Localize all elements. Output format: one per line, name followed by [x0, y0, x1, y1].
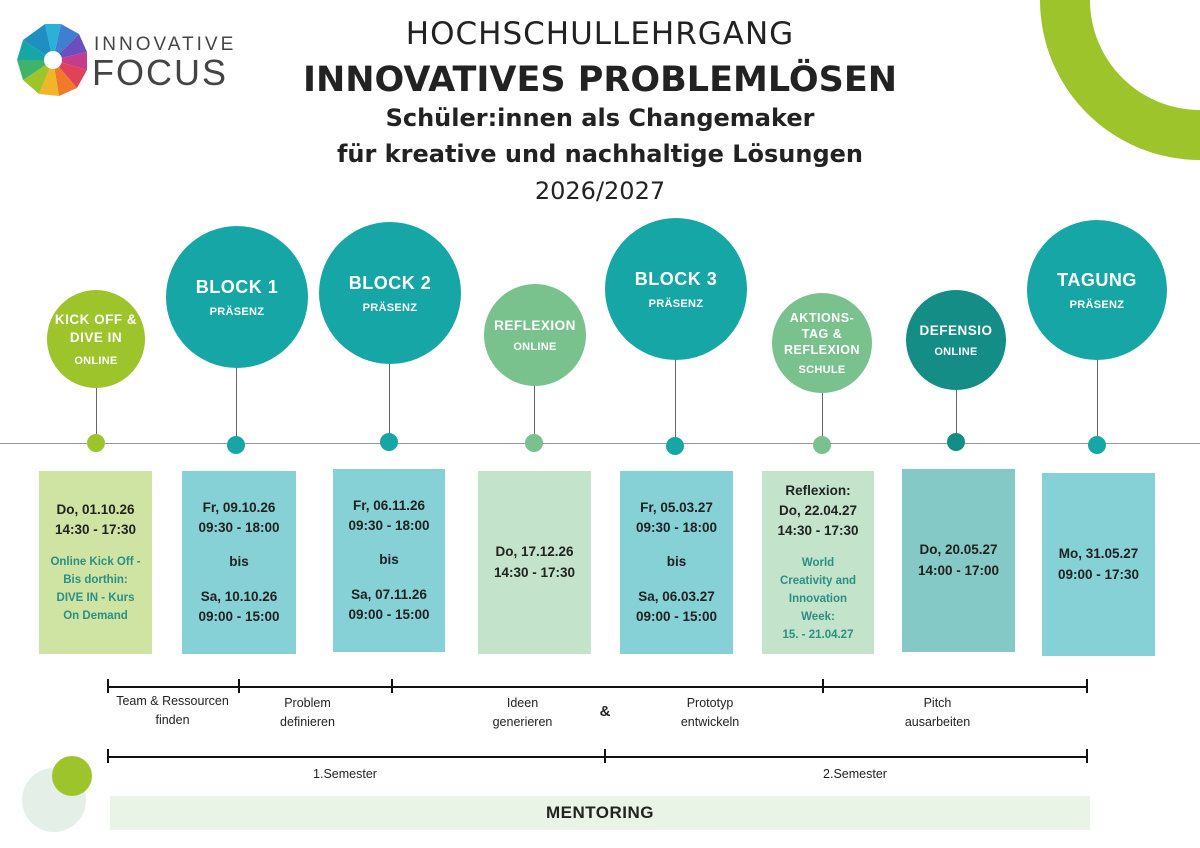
- event-circle-kickoff: [47, 290, 145, 388]
- semester-tick: [604, 749, 606, 763]
- bis-label: bis: [379, 552, 399, 568]
- event-title: BLOCK 3: [634, 269, 718, 290]
- semester-label-1: 1.Semester: [313, 767, 377, 781]
- event-circle-block3: [605, 218, 747, 360]
- timeline-dot: [227, 436, 245, 454]
- event-circle-block1: [166, 226, 308, 368]
- event-sub: PRÄSENZ: [1069, 298, 1125, 311]
- event-sub: PRÄSENZ: [209, 305, 265, 318]
- date-box-aktionstag: [762, 471, 874, 654]
- event-circle-block2: [319, 222, 461, 364]
- event-sub: PRÄSENZ: [362, 301, 418, 314]
- phase-bar: [107, 686, 1088, 688]
- date-line: Sa, 10.10.26: [200, 588, 278, 604]
- event-sub: ONLINE: [74, 354, 118, 367]
- time-line: 09:30 - 18:00: [348, 518, 430, 534]
- timeline-dot: [666, 437, 684, 455]
- time-line: 09:30 - 18:00: [198, 520, 280, 536]
- date-line: Reflexion:: [785, 482, 851, 498]
- event-sub: SCHULE: [798, 364, 846, 377]
- date-line: Do, 01.10.26: [56, 501, 135, 517]
- note-line: DIVE IN - Kurs: [56, 591, 135, 604]
- time-line: 09:00 - 15:00: [635, 608, 718, 624]
- event-sub: ONLINE: [513, 340, 557, 353]
- phase-ampersand: &: [599, 703, 611, 720]
- timeline-dot: [947, 433, 965, 451]
- event-sub: PRÄSENZ: [648, 297, 704, 310]
- year: 2026/2027: [534, 177, 666, 205]
- date-line: Fr, 09.10.26: [202, 499, 276, 515]
- event-circle-aktionstag: [772, 293, 872, 393]
- date-line: Fr, 05.03.27: [640, 499, 713, 515]
- decorative-circles: [20, 752, 100, 836]
- date-line: Sa, 07.11.26: [351, 586, 427, 602]
- phase-tick: [822, 679, 824, 693]
- time-line: 09:00 - 15:00: [198, 608, 280, 624]
- time-line: 09:00 - 15:00: [348, 606, 430, 622]
- note-line: Innovation: [788, 592, 848, 605]
- event-title: AKTIONS-TAG & REFLEXION: [783, 310, 861, 358]
- event-title: BLOCK 1: [195, 277, 279, 298]
- date-box-defensio: [902, 469, 1015, 652]
- header-line-1: HOCHSCHULLEHRGANG: [405, 16, 795, 52]
- date-box-block1: [182, 471, 296, 654]
- event-title: BLOCK 2: [348, 273, 432, 294]
- time-line: 14:30 - 17:30: [54, 521, 137, 537]
- logo-text-bottom: FOCUS: [92, 52, 228, 93]
- connector: [822, 393, 823, 436]
- connector: [534, 386, 535, 434]
- connector: [96, 388, 97, 434]
- connector: [236, 368, 237, 436]
- timeline-line: [0, 443, 1200, 444]
- date-line: Mo, 31.05.27: [1058, 546, 1139, 562]
- event-title: KICK OFF & DIVE IN: [54, 312, 138, 345]
- phase-tick: [238, 679, 240, 693]
- note-line: Bis dorthin:: [63, 573, 128, 586]
- date-line: Fr, 06.11.26: [352, 497, 426, 513]
- time-line: 14:30 - 17:30: [777, 523, 859, 539]
- time-line: 09:00 - 17:30: [1057, 566, 1140, 582]
- mentoring-bar: MENTORING: [110, 796, 1090, 830]
- event-sub: ONLINE: [934, 345, 978, 358]
- note-line: On Demand: [63, 609, 128, 622]
- connector: [1097, 360, 1098, 436]
- subtitle-2: für kreative und nachhaltige Lösungen: [336, 140, 864, 168]
- note-line: World: [801, 557, 835, 570]
- note-line: Week:: [801, 610, 835, 623]
- connector: [956, 390, 957, 433]
- event-circle-reflexion: [484, 284, 586, 386]
- phase-label: Pitch ausarbeiten: [904, 696, 971, 729]
- timeline-dot: [813, 436, 831, 454]
- date-box-kickoff: [39, 471, 152, 654]
- semester-label-2: 2.Semester: [823, 767, 887, 781]
- event-circle-defensio: [906, 290, 1006, 390]
- note-line: Creativity and: [779, 575, 857, 588]
- semester-bar: [107, 756, 1088, 758]
- logo-text-top: INNOVATIVE: [94, 34, 237, 55]
- phase-label: Problem definieren: [280, 696, 335, 729]
- subtitle-1: Schüler:innen als Changemaker: [385, 104, 815, 132]
- timeline-dot: [87, 434, 105, 452]
- timeline-dot: [1088, 436, 1106, 454]
- page-title: INNOVATIVES PROBLEMLÖSEN: [302, 60, 898, 100]
- date-box-block3: [620, 471, 733, 654]
- phase-label: Prototyp entwickeln: [680, 696, 740, 729]
- phase-tick: [1086, 679, 1088, 693]
- date-box-block2: [333, 469, 445, 652]
- semester-tick: [1086, 749, 1088, 763]
- timeline-dot: [380, 433, 398, 451]
- bis-label: bis: [229, 554, 249, 570]
- event-title: DEFENSIO: [919, 323, 993, 339]
- date-line: Do, 17.12.26: [495, 544, 574, 560]
- date-box-reflexion: [478, 471, 591, 654]
- bis-label: bis: [666, 554, 687, 570]
- decorative-arc: [1030, 0, 1200, 165]
- semester-tick: [107, 749, 109, 763]
- logo-icon: [16, 20, 90, 100]
- date-line: Sa, 06.03.27: [638, 588, 715, 604]
- date-box-tagung: [1042, 473, 1155, 656]
- phase-tick: [391, 679, 393, 693]
- date-line: Do, 20.05.27: [919, 542, 998, 558]
- time-line: 14:00 - 17:00: [917, 562, 1000, 578]
- time-line: 09:30 - 18:00: [635, 520, 718, 536]
- note-line: Online Kick Off -: [50, 556, 141, 569]
- timeline-dot: [525, 434, 543, 452]
- note-line: 15. - 21.04.27: [782, 628, 854, 641]
- phase-tick: [107, 679, 109, 693]
- event-title: REFLEXION: [494, 318, 576, 334]
- time-line: 14:30 - 17:30: [493, 564, 576, 580]
- event-circle-tagung: [1027, 220, 1167, 360]
- connector: [675, 360, 676, 437]
- event-title: TAGUNG: [1057, 270, 1137, 291]
- date-line: Do, 22.04.27: [778, 502, 858, 518]
- phase-label: Team & Ressourcen finden: [116, 694, 229, 727]
- connector: [389, 364, 390, 434]
- phase-label: Ideen generieren: [492, 696, 553, 729]
